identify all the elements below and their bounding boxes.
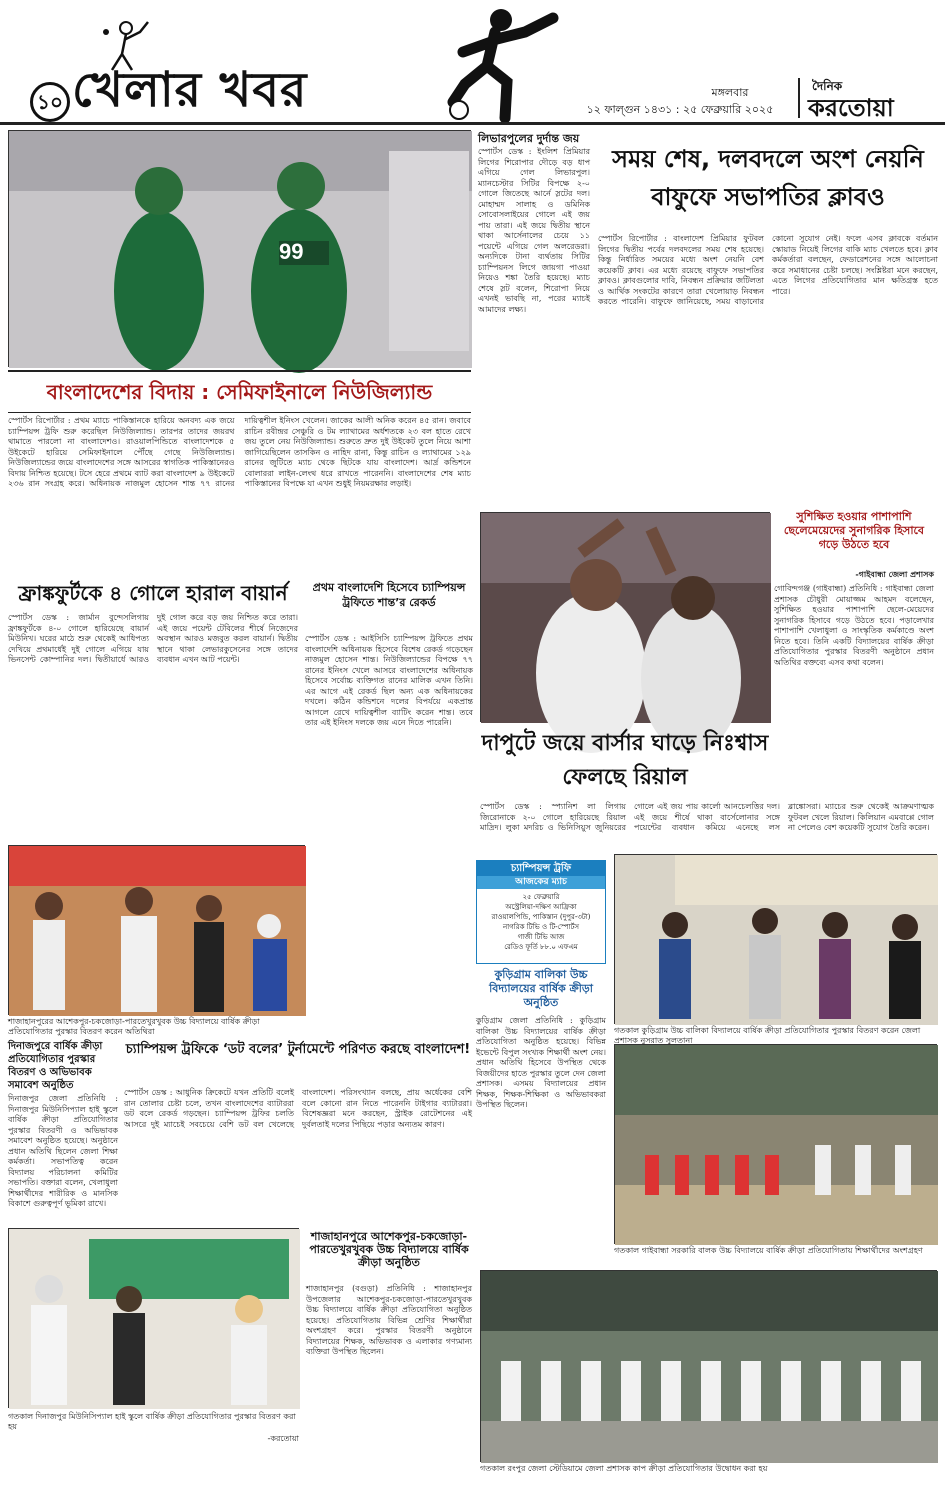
day-label: মঙ্গলবার xyxy=(711,86,749,99)
dotball-headline: চ্যাম্পিয়ন্স ট্রফিকে ‘ডট বলের’ টুর্নামেন্টে পরিণত করছে বাংলাদেশ! xyxy=(125,1042,471,1057)
box-date: ২৫ ফেব্রুয়ারি xyxy=(522,893,560,901)
lead-photo xyxy=(8,130,471,367)
dinajpur-photo xyxy=(8,1228,299,1408)
school-sports-photo xyxy=(614,1044,937,1244)
shajahanpur-headline: শাজাহানপুরে আশেকপুর-চকজোড়া-পারতেখুরখুবক উচ্চ বিদ্যালয়ে বার্ষিক ক্রীড়া অনুষ্ঠিত xyxy=(309,1230,469,1269)
photo-credit: -করতোয়া xyxy=(267,1434,299,1443)
liverpool-headline: লিভারপুলের দুর্দান্ত জয় xyxy=(478,132,580,145)
dinajpur-headline: দিনাজপুরে বার্ষিক ক্রীড়া প্রতিযোগিতার পুরস্কার বিতরণ ও অভিভাবক সমাবেশ অনুষ্ঠিত xyxy=(8,1041,103,1091)
box-subtitle: আজকের ম্যাচ xyxy=(477,876,605,889)
rangpur-photo xyxy=(480,1270,937,1462)
bayern-headline: ফ্রাঙ্কফুর্টকে ৪ গোলে হারাল বায়ার্ন xyxy=(18,581,288,605)
box-radio: রেডিও ফূর্তি ৮৮.০ এফএম xyxy=(504,943,578,951)
section-title: খেলার খবর xyxy=(72,62,308,118)
lead-body: স্পোর্টস রিপোর্টার : প্রথম ম্যাচে পাকিস্তানকে হারিয়ে অনবদ্য এক জয়ে চ্যাম্পিয়ন্স ট্রফি শুরু করেছিল নিউজিল্যান্ড। তারপর তাদের জয়রথ থামাতে পারলো না বাংলাদেশও। রাওয়ালপিন্ডিতে বাংলাদেশকে ৫ উইকেটে হারিয়ে সেমিফাইনালে পৌঁছে গেছে নিউজিল্যান্ড। নিউজিল্যান্ডের জয়ে বাংলাদেশের সঙ্গে আসরের স্বাগতিক পাকিস্তানেরও বিদায় নিশ্চিত হয়েছে। টসে হেরে প্রথমে ব্যাট করা বাংলাদেশ ৯ উইকেটে ২৩৬ রান সংগ্রহ করে। অধিনায়ক নাজমুল হোসেন শান্ত ৭৭ রানের দায়িত্বশীল ইনিংস খেলেন। জাকের আলী অনিক করেন ৪৫ রান। জবাবে রাচিন রবীন্দ্রর সেঞ্চুরি ও টম ল্যাথামের অর্ধশতকে ২৩ বল হাতে রেখে জয় তুলে নেয় নিউজিল্যান্ড। শুরুতে দ্রুত দুই উইকেট তুলে নিয়ে আশা জাগিয়েছিলেন তাসকিন ও নাহিদ রানা, কিন্তু রাচিন ও ল্যাথামের ১২৯ রানের জুটিতে ম্যাচ থেকে ছিটকে যায় বাংলাদেশ। আর্দ্র কন্ডিশনে বোলাররা লাইন-লেংথ ধরে রাখতে পারেননি। বাংলাদেশের শেষ ম্যাচ পাকিস্তানের বিপক্ষে যা এখন শুধুই নিয়মরক্ষার লড়াই। xyxy=(8,416,471,488)
box-channel: নাগরিক টিভি ও টি-স্পোর্টস xyxy=(502,923,580,931)
shajahanpur-body: শাজাহানপুর (বগুড়া) প্রতিনিধি : শাজাহানপুর উপজেলার আশেকপুর-চকজোড়া-পারতেখুরখুবক উচ্চ বিদ্যালয়ে বার্ষিক ক্রীড়া প্রতিযোগিতা অনুষ্ঠিত হয়েছে। প্রতিযোগিতায় বিভিন্ন শ্রেণির শিক্ষার্থীরা অংশগ্রহণ করে। পুরস্কার বিতরণী অনুষ্ঠানে বিদ্যালয়ের শিক্ষক, অভিভাবক ও এলাকার গণ্যমান্য ব্যক্তিরা উপস্থিত ছিলেন। xyxy=(306,1284,472,1356)
bayern-body: স্পোর্টস ডেস্ক : জার্মান বুন্দেসলিগায় ফ্রাঙ্কফুর্টকে ৪-০ গোলে হারিয়েছে বায়ার্ন মিউনিখ। ঘরের মাঠে শুরু থেকেই আধিপত্য দেখিয়ে প্রথমার্ধেই দুই গোলে এগিয়ে যায় ভিনসেন্ট কোম্পানির দল। দ্বিতীয়ার্ধে আরও দুই গোল করে বড় জয় নিশ্চিত করে তারা। এই জয়ে পয়েন্ট টেবিলের শীর্ষে নিজেদের অবস্থান আরও মজবুত করল বায়ার্ন। দ্বিতীয় স্থানে থাকা লেভারকুসেনের সঙ্গে তাদের ব্যবধান এখন আট পয়েন্ট। xyxy=(8,613,298,664)
suniscita-body: গোবিন্দগঞ্জ (গাইবান্ধা) প্রতিনিধি : গাইবান্ধা জেলা প্রশাসক চৌধুরী মোয়াজ্জম আহমদ বলেছেন, সুশিক্ষিত হওয়ার পাশাপাশি ছেলে-মেয়েদের সুনাগরিক হিসাবে গড়ে উঠতে হবে। পড়ালেখার পাশাপাশি খেলাধুলা ও সাংস্কৃতিক কর্মকাণ্ডে অংশ নিতে হবে। তিনি একটি বিদ্যালয়ের বার্ষিক ক্রীড়া প্রতিযোগিতার পুরস্কার বিতরণী অনুষ্ঠানে প্রধান অতিথির বক্তব্যে এসব কথা বলেন। xyxy=(774,584,934,667)
real-body: স্পোর্টস ডেস্ক : স্প্যানিশ লা লিগায় জিরোনাকে ২-০ গোলে হারিয়েছে রিয়াল মাদ্রিদ। লুকা মদরিচ ও ভিনিসিয়ুস জুনিয়রের গোলে এই জয় পায় কার্লো আনচেলত্তির দল। এই জয়ে শীর্ষে থাকা বার্সেলোনার সঙ্গে পয়েন্টের ব্যবধান কমিয়ে এনেছে লস ব্লাঙ্কোসরা। ম্যাচের শুরু থেকেই আক্রমণাত্মক ফুটবল খেলে রিয়াল। কিলিয়ান এমবাপ্পে গোল না পেলেও বেশ কয়েকটি সুযোগ তৈরি করেন। xyxy=(480,802,934,832)
dinajpur-body: দিনাজপুর জেলা প্রতিনিধি : দিনাজপুর মিউনিসিপ্যাল হাই স্কুলে বার্ষিক ক্রীড়া প্রতিযোগিতার পুরস্কার বিতরণী ও অভিভাবক সমাবেশ অনুষ্ঠিত হয়েছে। অনুষ্ঠানে প্রধান অতিথি ছিলেন জেলা শিক্ষা কর্মকর্তা। সভাপতিত্ব করেন বিদ্যালয় পরিচালনা কমিটির সভাপতি। বক্তারা বলেন, খেলাধুলা শিক্ষার্থীদের শারীরিক ও মানসিক বিকাশে গুরুত্বপূর্ণ ভূমিকা রাখে। xyxy=(8,1094,118,1208)
shanto-body: স্পোর্টস ডেস্ক : আইসিসি চ্যাম্পিয়ন্স ট্রফিতে প্রথম বাংলাদেশি অধিনায়ক হিসেবে বিশেষ রেকর্ড গড়েছেন নাজমুল হোসেন শান্ত। নিউজিল্যান্ডের বিপক্ষে ৭৭ রানের ইনিংস খেলে আসরে বাংলাদেশের অধিনায়ক হিসেবে সর্বোচ্চ ব্যক্তিগত রানের মালিক এখন তিনি। এর আগে এই রেকর্ড ছিল অন্য এক অধিনায়কের দখলে। কঠিন কন্ডিশনে দলের বিপর্যয়ে একপ্রান্ত আগলে রেখে দায়িত্বশীল ব্যাটিং করেন শান্ত। তবে তার এই ইনিংস দলকে জয় এনে দিতে পারেনি। xyxy=(305,634,473,727)
kurigram-body: কুড়িগ্রাম জেলা প্রতিনিধি : কুড়িগ্রাম বালিকা উচ্চ বিদ্যালয়ের বার্ষিক ক্রীড়া প্রতিযোগিতা অনুষ্ঠিত হয়েছে। বিভিন্ন ইভেন্টে বিপুল সংখ্যক শিক্ষার্থী অংশ নেয়। প্রধান অতিথি হিসেবে উপস্থিত থেকে বিজয়ীদের হাতে পুরস্কার তুলে দেন জেলা প্রশাসক। এসময় বিদ্যালয়ের প্রধান শিক্ষক, শিক্ষক-শিক্ষিকা ও অভিভাবকরা উপস্থিত ছিলেন। xyxy=(476,1016,606,1109)
shanto-headline: প্রথম বাংলাদেশি হিসেবে চ্যাম্পিয়ন্স ট্রফিতে শান্ত’র রেকর্ড xyxy=(312,581,466,609)
prize-giving-photo xyxy=(8,845,305,1015)
real-headline: দাপুটে জয়ে বার্সার ঘাড়ে নিঃশ্বাস ফেলছে রিয়াল xyxy=(481,731,769,790)
bafufe-body: স্পোর্টস রিপোর্টার : বাংলাদেশ প্রিমিয়ার ফুটবল লিগের দ্বিতীয় পর্বের দলবদলের সময় শেষ হয়েছে। কিন্তু নির্ধারিত সময়ের মধ্যে অংশ নেয়নি বেশ কয়েকটি ক্লাব। এর মধ্যে রয়েছে বাফুফে সভাপতির ক্লাবও। ক্লাবগুলোর দাবি, নিবন্ধন প্রক্রিয়ার জটিলতা ও আর্থিক সংকটের কারণে তারা খেলোয়াড় নিবন্ধন করতে পারেনি। বাফুফে জানিয়েছে, সময় বাড়ানোর কোনো সুযোগ নেই। ফলে এসব ক্লাবকে বর্তমান স্কোয়াড নিয়েই লিগের বাকি ম্যাচ খেলতে হবে। ক্লাব কর্মকর্তারা বলছেন, ফেডারেশনের সঙ্গে আলোচনা করে সমাধানের চেষ্টা চলছে। সংশ্লিষ্টরা মনে করছেন, এতে লিগের প্রতিযোগিতার মান ক্ষতিগ্রস্ত হতে পারে। xyxy=(598,234,938,306)
suniscita-sub: -গাইবান্ধা জেলা প্রশাসক xyxy=(855,570,934,579)
dotball-body: স্পোর্টস ডেস্ক : আধুনিক ক্রিকেটে যখন প্রতিটি বলেই রান তোলার চেষ্টা চলে, তখন বাংলাদেশের ব্যাটাররা ডট বলে রেকর্ড গড়ছেন। চ্যাম্পিয়ন্স ট্রফির চলতি আসরে দুই ম্যাচেই সবচেয়ে বেশি ডট বল খেলেছে বাংলাদেশ। পরিসংখ্যান বলছে, প্রায় অর্ধেকের বেশি বলে কোনো রান নিতে পারেননি টাইগার ব্যাটাররা। বিশেষজ্ঞরা মনে করছেন, স্ট্রাইক রোটেশনের এই দুর্বলতাই দলের পিছিয়ে পড়ার অন্যতম কারণ। xyxy=(124,1088,472,1129)
paper-logo: করতোয়া xyxy=(808,94,894,122)
footballer-silhouette-icon xyxy=(435,6,570,124)
masthead xyxy=(0,0,945,128)
box-title: চ্যাম্পিয়ন্স ট্রফি xyxy=(477,861,605,876)
box-match: অস্ট্রেলিয়া-দক্ষিণ আফ্রিকা xyxy=(505,903,577,911)
svg-text:99: 99 xyxy=(279,239,304,264)
page-number: ১০ xyxy=(30,82,70,122)
rangpur-caption: গতকাল রংপুর জেলা স্টেডিয়ামে জেলা প্রশাসক কাপ ক্রীড়া প্রতিযোগিতার উদ্বোধন করা হয় xyxy=(480,1464,768,1473)
gaibandha-caption: গতকাল গাইবান্ধা সরকারি বালক উচ্চ বিদ্যালয়ে বার্ষিক ক্রীড়া প্রতিযোগিতায় শিক্ষার্থীদের অংশগ্রহণ xyxy=(614,1246,923,1255)
lead-headline: বাংলাদেশের বিদায় : সেমিফাইনালে নিউজিল্যান্ড xyxy=(46,380,433,404)
dinajpur-caption: গতকাল দিনাজপুর মিউনিসিপ্যাল হাই স্কুলে বার্ষিক ক্রীড়া প্রতিযোগিতার পুরস্কার বিতরণ করা হয় xyxy=(8,1412,296,1431)
kurigram-photo xyxy=(614,854,937,1024)
suniscita-headline: সুশিক্ষিত হওয়ার পাশাপাশি ছেলেমেয়েদের সুনাগরিক হিসাবে গড়ে উঠতে হবে xyxy=(783,510,925,551)
ghatail-caption: শাজাহানপুরের আশেকপুর-চকজোড়া-পারতেখুরখুবক উচ্চ বিদ্যালয়ে বার্ষিক ক্রীড়া প্রতিযোগিতার পুরস্কার বিতরণ করেন অতিথিরা xyxy=(8,1017,260,1036)
box-channel2: গাজী টিভি আজ xyxy=(517,933,565,941)
kurigram-headline: কুড়িগ্রাম বালিকা উচ্চ বিদ্যালয়ের বার্ষিক ক্রীড়া অনুষ্ঠিত xyxy=(489,968,593,1009)
date-label: ১২ ফাল্গুন ১৪৩১ : ২৫ ফেব্রুয়ারি ২০২৫ xyxy=(586,103,774,116)
liverpool-body: স্পোর্টস ডেস্ক : ইংলিশ প্রিমিয়ার লিগের শিরোপার দৌড়ে বড় ধাপ এগিয়ে গেল লিভারপুল। ম্যানচেস্টার সিটির বিপক্ষে ২-০ গোলে জিতেছে আর্নে স্লটের দল। মোহাম্মদ সালাহ ও ডমিনিক সোবোসলাইয়ের গোলে এই জয় পায় তারা। এই জয়ে দ্বিতীয় স্থানে থাকা আর্সেনালের চেয়ে ১১ পয়েন্টে এগিয়ে গেল অলরেডরা। অন্যদিকে টানা ব্যর্থতায় সিটির চ্যাম্পিয়নস লিগে জায়গা পাওয়া নিয়েও শঙ্কা তৈরি হয়েছে। ম্যাচ শেষে স্লট বলেন, শিরোপা নিয়ে এখনই ভাবছি না, পরের ম্যাচই আমাদের লক্ষ্য। xyxy=(478,147,590,314)
champions-trophy-box xyxy=(476,860,606,964)
box-venue: রাওয়ালপিন্ডি, পাকিস্তান (দুপুর-৩টা) xyxy=(491,913,591,921)
kurigram-caption: গতকাল কুড়িগ্রাম উচ্চ বালিকা বিদ্যালয়ে বার্ষিক ক্রীড়া প্রতিযোগিতার পুরস্কার বিতরণ করেন জেলা প্রশাসক নুসরাত সুলতানা xyxy=(614,1026,921,1045)
real-madrid-photo xyxy=(480,512,770,722)
bafufe-headline: সময় শেষ, দলবদলে অংশ নেয়নি বাফুফে সভাপতির ক্লাবও xyxy=(612,145,924,211)
paper-prefix: দৈনিক xyxy=(812,79,843,93)
